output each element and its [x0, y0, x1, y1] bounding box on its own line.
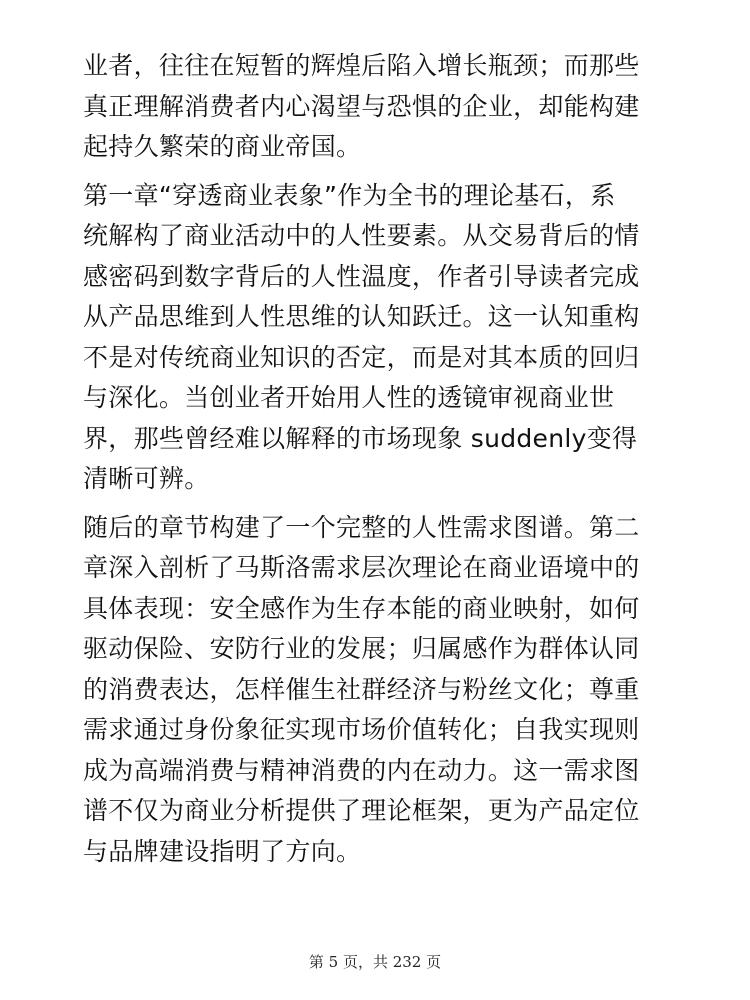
text-line: 从产品思维到人性思维的认知跃迁。这一认知重构 [83, 302, 640, 331]
text-line: 与品牌建设指明了方向。 [83, 836, 362, 866]
paragraph [83, 46, 673, 168]
text-line: 清晰可辨。 [83, 464, 210, 493]
text-line: 需求通过身份象征实现市场价值转化；自我实现则 [83, 715, 640, 744]
text-line: 业者，往往在短暂的辉煌后陷入增长瓶颈；而那些 [83, 51, 640, 80]
paragraph [83, 508, 673, 873]
text-line: 不是对传统商业知识的否定，而是对其本质的回归 [83, 342, 640, 372]
page-number: 第 5 页，共 232 页 [308, 953, 442, 971]
text-line: 统解构了商业活动中的人性要素。从交易背后的情 [83, 221, 640, 250]
text-line: 随后的章节构建了一个完整的人性需求图谱。第二 [83, 512, 640, 542]
text-line: 与深化。当创业者开始用人性的透镜审视商业世 [83, 383, 615, 412]
paragraph-gap [83, 168, 673, 176]
text-line: 成为高端消费与精神消费的内在动力。这一需求图 [83, 755, 640, 785]
text-line: 谱不仅为商业分析提供了理论框架，更为产品定位 [83, 796, 640, 825]
text-line: 章深入剖析了马斯洛需求层次理论在商业语境中的 [83, 553, 640, 582]
text-line: 第一章“穿透商业表象”作为全书的理论基石，系 [83, 180, 616, 210]
text-line: 驱动保险、安防行业的发展；归属感作为群体认同 [83, 634, 640, 663]
text-line: 起持久繁荣的商业帝国。 [83, 132, 362, 161]
text-line: 的消费表达，怎样催生社群经济与粉丝文化；尊重 [83, 674, 640, 704]
text-line: 界，那些曾经难以解释的市场现象 suddenly变得 [83, 423, 638, 453]
text-line: 感密码到数字背后的人性温度，作者引导读者完成 [83, 261, 640, 291]
paragraph [83, 176, 673, 500]
paragraph-gap [83, 500, 673, 508]
body-text [83, 46, 673, 872]
text-line: 真正理解消费者内心渴望与恐惧的企业，却能构建 [83, 91, 640, 121]
text-line: 具体表现：安全感作为生存本能的商业映射，如何 [83, 593, 640, 623]
